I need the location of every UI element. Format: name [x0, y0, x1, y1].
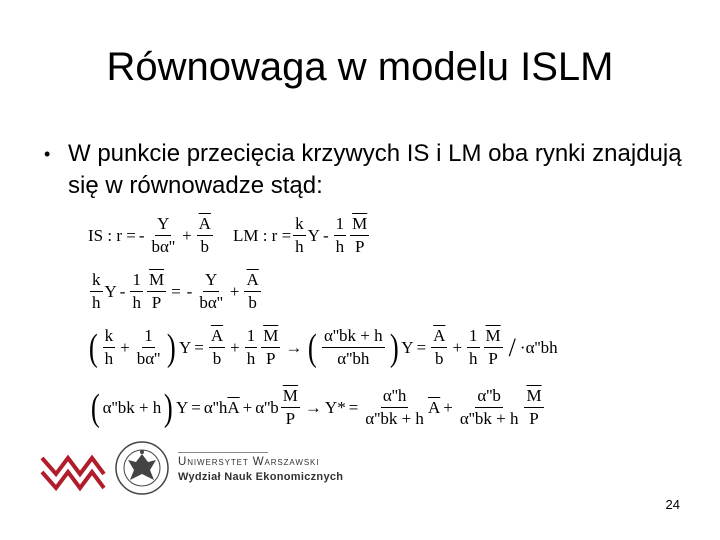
logo-divider — [178, 452, 268, 453]
fraction: $\frac{Y}{b\alpha''}$ — [151, 214, 176, 256]
lm-label: LM : r = — [232, 225, 292, 245]
university-seal-icon — [114, 440, 170, 496]
slide-title: Równowaga w modelu ISLM — [106, 45, 614, 89]
fraction: $\frac{1}{h}$ — [335, 214, 345, 256]
page-number: 24 — [665, 497, 680, 512]
equation-2: $\frac{k}{h}$ Y - $\frac{1}{h}$ $\frac{\overline{M}}{P}$ = - $\frac{Y}{b\alpha''}$ + $\frac{\overline{A}}{b}$ — [92, 270, 259, 312]
logo-faculty-name: Wydział Nauk Ekonomicznych — [178, 471, 344, 483]
equation-is-lm: IS : r = - $\frac{Y}{b\alpha''}$ + $\frac{\overline{A}}{b}$ LM : r = $\frac{k}{h}$ Y - $\frac{1}{h}$ $\frac{\overline{M}}{P}$ — [88, 214, 368, 256]
equation-3: ( $\frac{k}{h}$ + $\frac{1}{b\alpha''}$ ) Y = $\frac{\overline{A}}{b}$ + $\frac{1}{h}$ $\frac{\overline{M}}{P}$ → ( $\frac{\alpha''bk + h}{\alpha''bh}$ ) Y = $\frac{\overline{A}}{b}$ + $\frac{1}{h}$ $\frac{\overline{M}}{P}$ / · α'' bh — [88, 326, 558, 369]
logo-university-name: Uniwersytet Warszawski — [178, 456, 320, 468]
bullet-dot: • — [44, 144, 51, 164]
bullet-text: W punkcie przecięcia krzywych IS i LM oba rynki znajdują się w równowadze stąd: — [68, 140, 682, 199]
university-logo — [38, 440, 368, 500]
equation-4: ( α'' bk + h ) Y = α'' h $\overline{A}$ + α'' b $\frac{\overline{M}}{P}$ → Y* = $\frac{\alpha''h}{\alpha''bk + h}$ $\overline{A}$ + $\frac{\alpha''b}{\alpha''bk + h}$ $\frac{\overline{M}}{P}$ — [90, 386, 542, 429]
fraction: $\frac{\overline{A}}{b}$ — [198, 214, 211, 256]
is-label: IS : r = — [88, 225, 136, 245]
fraction: $\frac{\overline{M}}{P}$ — [352, 214, 368, 256]
fraction: $\frac{k}{h}$ — [295, 214, 304, 256]
wne-zigzag-logo — [38, 440, 108, 500]
